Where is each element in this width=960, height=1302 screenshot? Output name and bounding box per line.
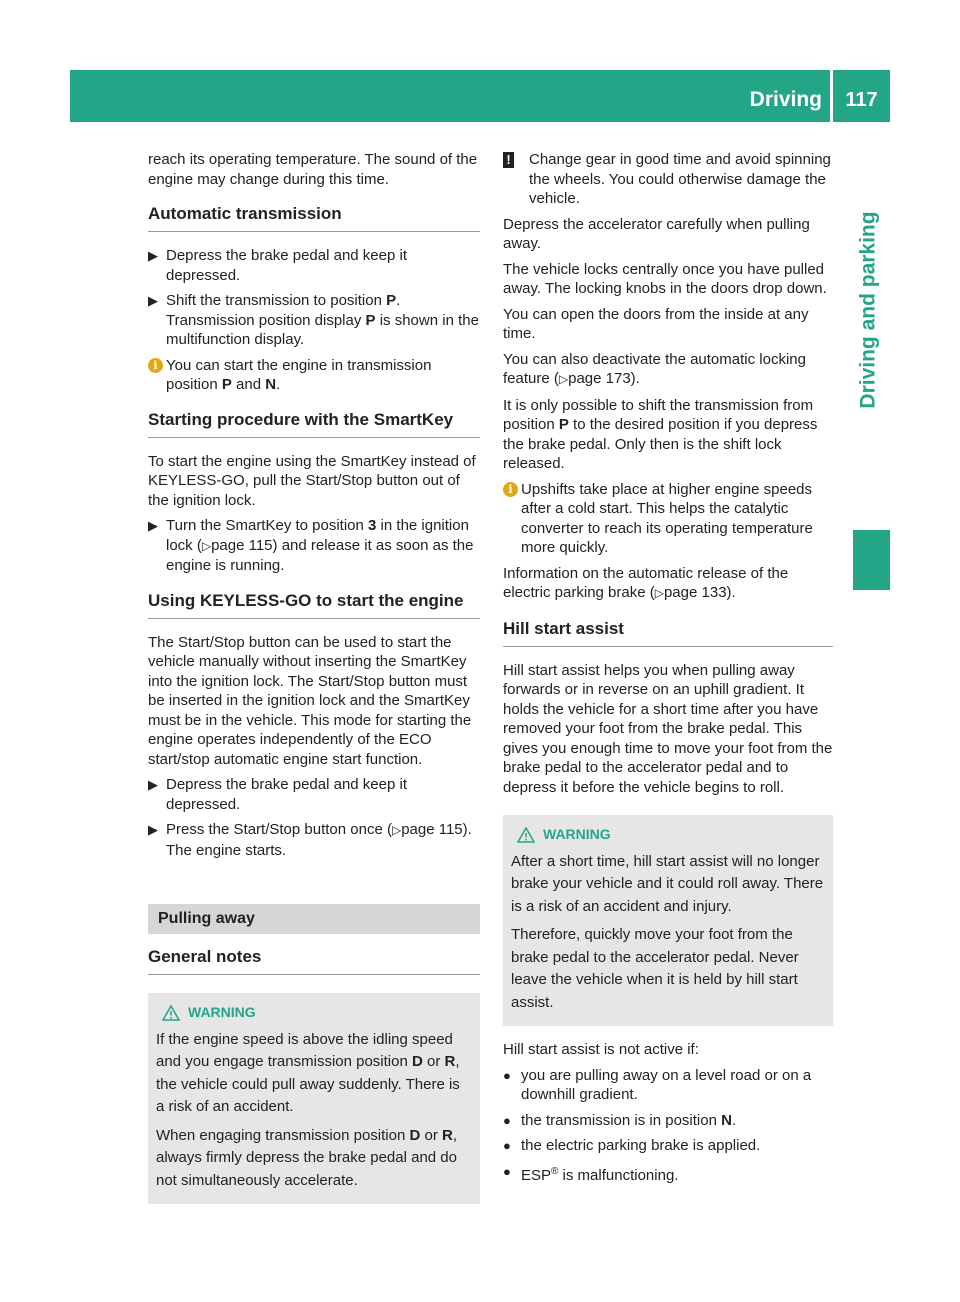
paragraph: You can also deactivate the automatic locking feature (▷page 173). — [503, 350, 806, 387]
bullet-icon: ● — [503, 1067, 511, 1083]
step-item: ▶ Depress the brake pedal and keep it depressed. — [148, 247, 407, 284]
chapter-tab-label: Driving and parking — [856, 211, 880, 409]
warning-triangle-icon — [517, 827, 535, 843]
paragraph: The vehicle locks centrally once you have pulled away. The locking knobs in the doors drop down. — [503, 260, 827, 297]
bullet-icon: ● — [503, 1112, 511, 1128]
left-column — [148, 150, 480, 1218]
step-arrow-icon: ▶ — [148, 518, 158, 533]
step-arrow-icon: ▶ — [148, 293, 158, 308]
page-ref-icon[interactable]: ▷ — [201, 538, 212, 553]
hill-paragraph: Hill start assist helps you when pulling away forwards or in reverse on an uphill gradient. It holds the vehicle for a short time after you have removed your foot from the brake pedal. This gives you enough time to move your foot from the brake pedal to the accelerator pedal and to depress it before the vehicle begins to roll. — [503, 661, 833, 796]
heading-smartkey: Starting procedure with the SmartKey — [148, 409, 480, 438]
heading-general-notes: General notes — [148, 946, 480, 975]
step-arrow-icon: ▶ — [148, 248, 158, 263]
page-ref-icon[interactable]: ▷ — [558, 372, 569, 386]
info-note: i You can start the engine in transmission position P and N. — [148, 356, 480, 395]
section-band-pulling-away: Pulling away — [148, 904, 480, 934]
warning-text: If the engine speed is above the idling speed and you engage transmission position D or R, the vehicle could pull away suddenly. There is a risk of an accident. — [156, 1030, 460, 1115]
paragraph: Depress the accelerator carefully when pulling away. — [503, 215, 810, 252]
info-note: i Upshifts take place at higher engine speeds after a cold start. This helps the catalytic converter to reach its operating temperature more quickly. — [503, 480, 833, 558]
step-item: ▶ Turn the SmartKey to position 3 in the ignition lock (▷page 115) and release it as soon as the engine is running. — [148, 517, 474, 574]
page-ref-icon[interactable]: ▷ — [391, 823, 402, 837]
heading-automatic-transmission: Automatic transmission — [148, 203, 480, 232]
page-number: 117 — [845, 89, 878, 111]
warning-header — [511, 825, 825, 845]
chapter-tab-marker — [853, 530, 890, 590]
list-item: ● the transmission is in position N. — [503, 1111, 737, 1129]
warning-triangle-icon — [162, 1005, 180, 1021]
keyless-paragraph: The Start/Stop button can be used to start the vehicle manually without inserting the SmartKey into the ignition lock. The Start/Stop button must be inserted in the ignition lock and the SmartKey must be in the vehicle. This mode for starting the engine operates independently of the ECO start/stop automatic engine start function. — [148, 633, 472, 768]
page-ref-icon[interactable]: ▷ — [654, 586, 664, 600]
warning-header — [156, 1003, 472, 1023]
paragraph: Hill start assist is not active if: — [503, 1041, 699, 1058]
warning-text: When engaging transmission position D or R, always firmly depress the brake pedal and do not simultaneously accelerate. — [156, 1126, 458, 1189]
step-arrow-icon: ▶ — [148, 777, 158, 792]
info-icon: i — [503, 482, 518, 497]
heading-hill-start-assist: Hill start assist — [503, 618, 833, 647]
list-item: ● the electric parking brake is applied. — [503, 1137, 761, 1154]
intro-paragraph: reach its operating temperature. The sound of the engine may change during this time. — [148, 151, 478, 188]
smartkey-paragraph: To start the engine using the SmartKey instead of KEYLESS-GO, pull the Start/Stop button out of the ignition lock. — [148, 452, 476, 509]
paragraph: Information on the automatic release of the electric parking brake (▷page 133). — [503, 564, 789, 601]
warning-box — [148, 993, 480, 1204]
list-item: ● ESP® is malfunctioning. — [503, 1163, 679, 1184]
bullet-icon: ● — [503, 1138, 511, 1153]
caution-note: ! Change gear in good time and avoid spinning the wheels. You could otherwise damage the vehicle. — [503, 150, 833, 209]
warning-text: After a short time, hill start assist will no longer brake your vehicle and it could roll away. There is a risk of an accident and injury. — [511, 852, 824, 915]
heading-keyless-go: Using KEYLESS-GO to start the engine — [148, 590, 480, 619]
step-item: ▶ Press the Start/Stop button once (▷page 115). The engine starts. — [148, 821, 472, 859]
paragraph: It is only possible to shift the transmission from position P to the desired position if you depress the brake pedal. Only then is the shift lock released. — [503, 396, 818, 472]
warning-title: WARNING — [188, 1004, 256, 1020]
right-column — [503, 150, 833, 1191]
warning-box — [503, 815, 833, 1026]
info-icon: i — [148, 358, 163, 373]
caution-icon: ! — [503, 152, 514, 168]
step-arrow-icon: ▶ — [148, 822, 158, 837]
warning-text: Therefore, quickly move your foot from the brake pedal to the accelerator pedal. Never leave the vehicle when it is held by hill start assist. — [511, 926, 799, 1011]
step-item: ▶ Shift the transmission to position P. Transmission position display P is shown in the multifunction display. — [148, 292, 479, 348]
step-item: ▶ Depress the brake pedal and keep it depressed. — [148, 776, 407, 813]
bullet-icon: ● — [503, 1163, 511, 1179]
warning-title: WARNING — [543, 826, 611, 842]
page-section-title: Driving — [749, 88, 822, 111]
list-item: ● you are pulling away on a level road or on a downhill gradient. — [503, 1066, 812, 1103]
paragraph: You can open the doors from the inside at any time. — [503, 305, 809, 342]
